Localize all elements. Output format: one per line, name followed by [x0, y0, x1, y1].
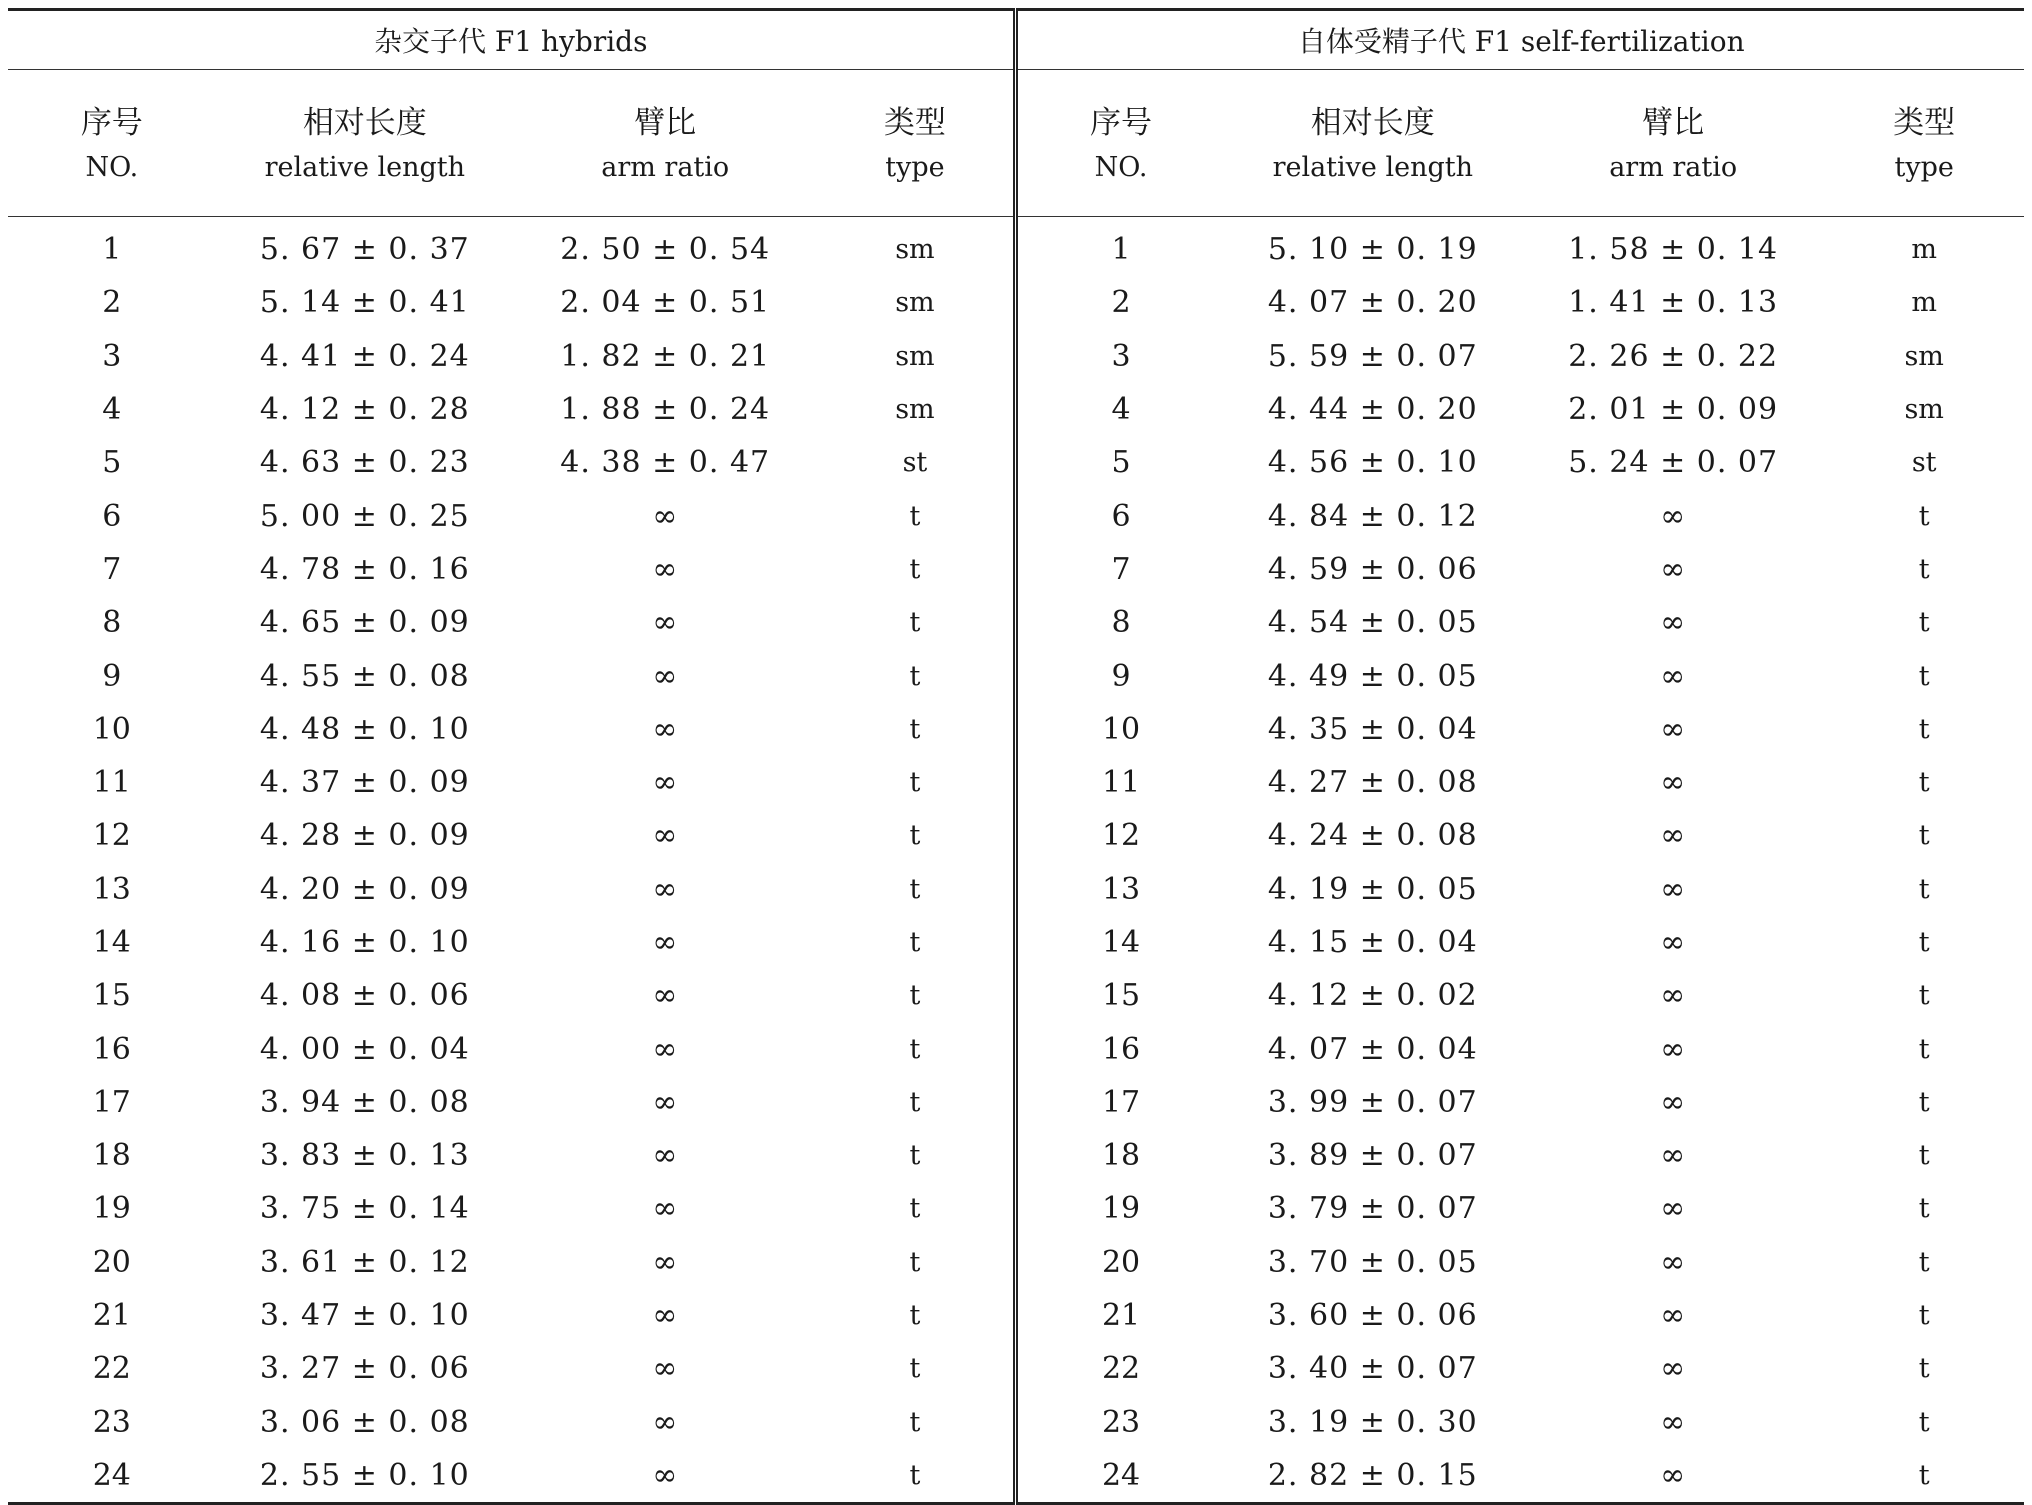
self-arm-ratio-cell: ∞	[1660, 1084, 1687, 1120]
self-chromosome-type-cell: t	[1918, 660, 1930, 692]
hybrid-arm-ratio-cell: 1. 82 ± 0. 21	[560, 338, 771, 374]
self-chromosome-number-cell: 10	[1101, 711, 1141, 747]
self-chromosome-number-cell: 9	[1111, 658, 1131, 694]
hybrid-chromosome-type-cell: sm	[816, 330, 1016, 383]
hybrid-arm-ratio-cell: ∞	[652, 1031, 679, 1067]
self-chromosome-number-cell: 7	[1111, 551, 1131, 587]
hybrids-group-header: 杂交子代 F1 hybrids	[8, 10, 1016, 70]
self-chromosome-number-cell: 20	[1101, 1244, 1141, 1280]
hybrid-chromosome-type-cell: t	[816, 1342, 1016, 1395]
self-arm-ratio-cell: ∞	[1660, 658, 1687, 694]
self-relative-length-cell: 3. 19 ± 0. 30	[1267, 1404, 1478, 1440]
header-type-en: type	[816, 146, 1016, 217]
hybrid-arm-ratio-cell: ∞	[652, 1084, 679, 1120]
header-row-english	[8, 146, 2024, 217]
table-row	[8, 809, 2024, 862]
self-chromosome-number-cell: 24	[1016, 1449, 1224, 1504]
hybrid-arm-ratio-cell: ∞	[652, 658, 679, 694]
hybrid-chromosome-number-cell: 21	[92, 1298, 131, 1334]
table-row	[8, 543, 2024, 596]
self-relative-length-cell: 4. 54 ± 0. 05	[1267, 605, 1478, 641]
self-arm-ratio-cell: ∞	[1660, 1191, 1687, 1227]
self-chromosome-number-cell: 8	[1111, 605, 1131, 641]
self-chromosome-type-cell: t	[1918, 873, 1930, 905]
hybrid-arm-ratio-cell: ∞	[652, 978, 679, 1014]
self-arm-ratio-cell: 2. 26 ± 0. 22	[1568, 338, 1779, 374]
self-arm-ratio-cell: ∞	[1522, 1449, 1824, 1504]
hybrid-chromosome-type-cell: t	[816, 756, 1016, 809]
hybrid-chromosome-type-cell: t	[816, 1289, 1016, 1342]
self-chromosome-type-cell: sm	[1904, 394, 1944, 426]
hybrid-chromosome-number-cell: 8	[102, 605, 122, 641]
table-row	[8, 489, 2024, 542]
header-ratio-en: arm ratio	[514, 146, 816, 217]
self-chromosome-type-cell: t	[1918, 553, 1930, 585]
self-arm-ratio-cell: ∞	[1660, 498, 1687, 534]
self-relative-length-cell: 3. 99 ± 0. 07	[1267, 1084, 1478, 1120]
hybrid-relative-length-cell: 4. 41 ± 0. 24	[259, 338, 470, 374]
hybrid-chromosome-type-cell: sm	[816, 217, 1016, 277]
hybrid-chromosome-number-cell: 22	[92, 1351, 131, 1387]
hybrid-chromosome-type-cell: t	[816, 969, 1016, 1022]
hybrid-arm-ratio-cell: 1. 88 ± 0. 24	[560, 392, 771, 428]
hybrid-chromosome-number-cell: 23	[92, 1404, 131, 1440]
hybrid-chromosome-number-cell: 9	[102, 658, 122, 694]
hybrid-relative-length-cell: 4. 55 ± 0. 08	[259, 658, 470, 694]
self-relative-length-cell: 4. 07 ± 0. 20	[1267, 285, 1478, 321]
self-relative-length-cell: 4. 12 ± 0. 02	[1267, 978, 1478, 1014]
self-arm-ratio-cell: ∞	[1660, 1298, 1687, 1334]
hybrid-relative-length-cell: 4. 78 ± 0. 16	[259, 551, 470, 587]
self-chromosome-type-cell: t	[1918, 500, 1930, 532]
self-relative-length-cell: 4. 15 ± 0. 04	[1267, 925, 1478, 960]
hybrid-relative-length-cell: 4. 48 ± 0. 10	[259, 711, 470, 747]
table-row	[8, 276, 2024, 329]
hybrid-chromosome-type-cell: t	[816, 1449, 1016, 1504]
self-relative-length-cell: 5. 59 ± 0. 07	[1267, 338, 1478, 374]
self-chromosome-number-cell: 6	[1111, 498, 1131, 534]
table-row	[8, 969, 2024, 1022]
self-arm-ratio-cell: ∞	[1660, 1138, 1687, 1174]
hybrid-chromosome-number-cell: 10	[92, 711, 131, 747]
self-chromosome-type-cell: t	[1918, 767, 1930, 799]
hybrid-chromosome-type-cell: t	[816, 1396, 1016, 1449]
hybrid-arm-ratio-cell: ∞	[652, 1298, 679, 1334]
self-arm-ratio-cell: ∞	[1660, 1031, 1687, 1067]
header-no-en: NO.	[1016, 146, 1224, 217]
hybrid-chromosome-type-cell: t	[816, 916, 1016, 969]
hybrid-chromosome-number-cell: 11	[92, 765, 131, 801]
self-chromosome-type-cell: t	[1918, 927, 1930, 958]
header-no-en: NO.	[8, 146, 216, 217]
hybrid-chromosome-number-cell: 6	[102, 498, 122, 534]
self-chromosome-number-cell: 19	[1101, 1191, 1141, 1227]
hybrid-relative-length-cell: 3. 75 ± 0. 14	[259, 1191, 470, 1227]
self-chromosome-type-cell: t	[1824, 1449, 2024, 1504]
hybrid-relative-length-cell: 3. 47 ± 0. 10	[259, 1298, 470, 1334]
self-chromosome-type-cell: m	[1911, 234, 1937, 266]
self-arm-ratio-cell: ∞	[1660, 551, 1687, 587]
self-relative-length-cell: 4. 35 ± 0. 04	[1267, 711, 1478, 747]
hybrid-chromosome-number-cell: 19	[92, 1191, 131, 1227]
hybrid-arm-ratio-cell: 4. 38 ± 0. 47	[560, 445, 771, 481]
self-chromosome-type-cell: t	[1918, 1140, 1930, 1172]
self-chromosome-number-cell: 12	[1101, 818, 1141, 854]
hybrid-relative-length-cell: 4. 12 ± 0. 28	[259, 392, 470, 428]
hybrid-chromosome-number-cell: 14	[92, 925, 131, 960]
table-row	[8, 703, 2024, 756]
header-type-cn: 类型	[816, 70, 1016, 147]
hybrid-chromosome-type-cell: t	[816, 1236, 1016, 1289]
table-row	[8, 596, 2024, 649]
table-row	[8, 916, 2024, 969]
self-chromosome-type-cell: m	[1911, 287, 1937, 319]
hybrid-chromosome-type-cell: t	[816, 596, 1016, 649]
header-ratio-en: arm ratio	[1522, 146, 1824, 217]
self-arm-ratio-cell: 2. 01 ± 0. 09	[1568, 392, 1779, 428]
header-length-en: relative length	[1224, 146, 1522, 217]
hybrid-relative-length-cell: 3. 94 ± 0. 08	[259, 1084, 470, 1120]
hybrid-relative-length-cell: 3. 83 ± 0. 13	[259, 1138, 470, 1174]
hybrid-chromosome-type-cell: sm	[816, 276, 1016, 329]
self-arm-ratio-cell: ∞	[1660, 605, 1687, 641]
self-relative-length-cell: 4. 24 ± 0. 08	[1267, 818, 1478, 854]
karyotype-table	[8, 8, 2024, 1505]
self-relative-length-cell: 2. 82 ± 0. 15	[1224, 1449, 1522, 1504]
self-chromosome-type-cell: t	[1918, 1300, 1930, 1332]
hybrid-relative-length-cell: 4. 00 ± 0. 04	[259, 1031, 470, 1067]
header-no-cn: 序号	[1090, 105, 1153, 141]
self-relative-length-cell: 3. 89 ± 0. 07	[1267, 1138, 1478, 1174]
self-chromosome-type-cell: t	[1918, 1086, 1930, 1118]
hybrid-arm-ratio-cell: ∞	[652, 498, 679, 534]
hybrid-chromosome-number-cell: 4	[102, 392, 122, 428]
self-chromosome-number-cell: 21	[1101, 1298, 1141, 1334]
self-chromosome-number-cell: 2	[1111, 285, 1131, 321]
self-chromosome-number-cell: 11	[1101, 765, 1141, 801]
hybrid-chromosome-type-cell: t	[816, 1182, 1016, 1235]
header-length-cn: 相对长度	[1310, 105, 1435, 141]
self-relative-length-cell: 4. 49 ± 0. 05	[1267, 658, 1478, 694]
table-row	[8, 1289, 2024, 1342]
hybrid-relative-length-cell: 4. 28 ± 0. 09	[259, 818, 470, 854]
self-chromosome-type-cell: t	[1918, 607, 1930, 639]
hybrid-relative-length-cell: 3. 06 ± 0. 08	[259, 1404, 470, 1440]
header-type-en: type	[1824, 146, 2024, 217]
hybrid-arm-ratio-cell: ∞	[652, 711, 679, 747]
self-chromosome-type-cell: st	[1911, 447, 1937, 479]
self-chromosome-number-cell: 17	[1101, 1084, 1141, 1120]
hybrid-chromosome-type-cell: st	[816, 436, 1016, 489]
header-no-cn: 序号	[80, 105, 143, 141]
hybrid-chromosome-number-cell: 5	[102, 445, 122, 481]
self-chromosome-type-cell: t	[1918, 980, 1930, 1012]
table-row	[8, 330, 2024, 383]
hybrid-arm-ratio-cell: ∞	[652, 605, 679, 641]
hybrid-chromosome-number-cell: 24	[8, 1449, 216, 1504]
self-chromosome-number-cell: 1	[1111, 232, 1131, 268]
self-arm-ratio-cell: ∞	[1660, 1351, 1687, 1387]
table-row	[8, 1396, 2024, 1449]
self-relative-length-cell: 4. 84 ± 0. 12	[1267, 498, 1478, 534]
self-arm-ratio-cell: ∞	[1660, 925, 1687, 960]
hybrid-chromosome-number-cell: 15	[92, 978, 131, 1014]
hybrid-arm-ratio-cell: ∞	[652, 1191, 679, 1227]
hybrid-chromosome-number-cell: 3	[102, 338, 122, 374]
self-arm-ratio-cell: ∞	[1660, 818, 1687, 854]
hybrid-chromosome-type-cell: t	[816, 863, 1016, 916]
header-ratio-cn: 臂比	[1642, 105, 1705, 141]
hybrid-arm-ratio-cell: 2. 04 ± 0. 51	[560, 285, 771, 321]
self-relative-length-cell: 3. 79 ± 0. 07	[1267, 1191, 1478, 1227]
self-arm-ratio-cell: 1. 58 ± 0. 14	[1568, 232, 1779, 268]
hybrid-chromosome-type-cell: t	[816, 809, 1016, 862]
self-chromosome-number-cell: 18	[1101, 1138, 1141, 1174]
table-row	[8, 863, 2024, 916]
self-chromosome-type-cell: t	[1918, 1033, 1930, 1065]
hybrid-relative-length-cell: 4. 08 ± 0. 06	[259, 978, 470, 1014]
hybrid-relative-length-cell: 3. 61 ± 0. 12	[259, 1244, 470, 1280]
hybrid-relative-length-cell: 5. 00 ± 0. 25	[259, 498, 470, 534]
self-fertilization-group-header: 自体受精子代 F1 self-fertilization	[1016, 10, 2024, 70]
table-row	[8, 1182, 2024, 1235]
hybrid-relative-length-cell: 4. 37 ± 0. 09	[259, 765, 470, 801]
self-relative-length-cell: 4. 44 ± 0. 20	[1267, 392, 1478, 428]
hybrid-chromosome-type-cell: t	[816, 489, 1016, 542]
hybrid-chromosome-number-cell: 17	[92, 1084, 131, 1120]
self-relative-length-cell: 3. 70 ± 0. 05	[1267, 1244, 1478, 1280]
hybrid-chromosome-type-cell: t	[816, 1076, 1016, 1129]
header-type-cn: 类型	[1893, 105, 1956, 141]
self-arm-ratio-cell: ∞	[1660, 871, 1687, 907]
hybrid-chromosome-number-cell: 7	[102, 551, 122, 587]
self-chromosome-type-cell: t	[1918, 1193, 1930, 1225]
self-chromosome-number-cell: 3	[1111, 338, 1131, 374]
hybrid-chromosome-type-cell: sm	[816, 383, 1016, 436]
self-arm-ratio-cell: 1. 41 ± 0. 13	[1568, 285, 1779, 321]
self-chromosome-type-cell: sm	[1904, 340, 1944, 372]
table-row	[8, 217, 2024, 277]
hybrid-arm-ratio-cell: 2. 50 ± 0. 54	[560, 232, 771, 268]
table-row	[8, 1449, 2024, 1504]
hybrid-relative-length-cell: 5. 67 ± 0. 37	[259, 232, 470, 268]
hybrid-relative-length-cell: 3. 27 ± 0. 06	[259, 1351, 470, 1387]
hybrid-arm-ratio-cell: ∞	[652, 551, 679, 587]
hybrid-arm-ratio-cell: ∞	[652, 1138, 679, 1174]
self-chromosome-number-cell: 5	[1111, 445, 1131, 481]
hybrid-arm-ratio-cell: ∞	[652, 818, 679, 854]
header-row-chinese	[8, 70, 2024, 147]
self-relative-length-cell: 4. 19 ± 0. 05	[1267, 871, 1478, 907]
header-length-en: relative length	[216, 146, 514, 217]
header-length-cn: 相对长度	[302, 105, 427, 141]
hybrid-arm-ratio-cell: ∞	[652, 765, 679, 801]
hybrid-arm-ratio-cell: ∞	[652, 925, 679, 960]
self-chromosome-number-cell: 14	[1101, 925, 1141, 960]
self-chromosome-number-cell: 16	[1101, 1031, 1141, 1067]
self-arm-ratio-cell: ∞	[1660, 711, 1687, 747]
hybrid-relative-length-cell: 2. 55 ± 0. 10	[216, 1449, 514, 1504]
self-chromosome-number-cell: 15	[1101, 978, 1141, 1014]
hybrid-chromosome-number-cell: 2	[102, 285, 122, 321]
self-relative-length-cell: 3. 40 ± 0. 07	[1267, 1351, 1478, 1387]
self-chromosome-type-cell: t	[1918, 1406, 1930, 1438]
hybrid-chromosome-type-cell: t	[816, 543, 1016, 596]
hybrid-chromosome-type-cell: t	[816, 649, 1016, 702]
self-chromosome-number-cell: 23	[1101, 1404, 1141, 1440]
self-relative-length-cell: 3. 60 ± 0. 06	[1267, 1298, 1478, 1334]
table-row	[8, 649, 2024, 702]
hybrid-relative-length-cell: 4. 65 ± 0. 09	[259, 605, 470, 641]
self-chromosome-type-cell: t	[1918, 820, 1930, 852]
table-row	[8, 756, 2024, 809]
table-row	[8, 1342, 2024, 1395]
self-arm-ratio-cell: ∞	[1660, 1404, 1687, 1440]
table-row	[8, 1129, 2024, 1182]
hybrid-arm-ratio-cell: ∞	[514, 1449, 816, 1504]
hybrid-chromosome-number-cell: 16	[92, 1031, 131, 1067]
self-relative-length-cell: 4. 56 ± 0. 10	[1267, 445, 1478, 481]
hybrid-relative-length-cell: 4. 63 ± 0. 23	[259, 445, 470, 481]
group-header-row	[8, 10, 2024, 70]
table-row	[8, 383, 2024, 436]
self-chromosome-type-cell: t	[1918, 1246, 1930, 1278]
hybrid-chromosome-number-cell: 12	[92, 818, 131, 854]
hybrid-relative-length-cell: 4. 20 ± 0. 09	[259, 871, 470, 907]
self-chromosome-number-cell: 22	[1101, 1351, 1141, 1387]
self-arm-ratio-cell: ∞	[1660, 978, 1687, 1014]
table-row	[8, 1022, 2024, 1075]
hybrid-relative-length-cell: 5. 14 ± 0. 41	[259, 285, 470, 321]
hybrid-arm-ratio-cell: ∞	[652, 1244, 679, 1280]
hybrid-chromosome-type-cell: t	[816, 703, 1016, 756]
self-relative-length-cell: 5. 10 ± 0. 19	[1267, 232, 1478, 268]
karyotype-table-container	[8, 8, 2024, 1493]
hybrid-arm-ratio-cell: ∞	[652, 871, 679, 907]
hybrid-chromosome-number-cell: 18	[92, 1138, 131, 1174]
self-chromosome-number-cell: 4	[1111, 392, 1131, 428]
self-arm-ratio-cell: ∞	[1660, 1244, 1687, 1280]
self-arm-ratio-cell: ∞	[1660, 765, 1687, 801]
self-chromosome-type-cell: t	[1918, 713, 1930, 745]
self-chromosome-type-cell: t	[1918, 1353, 1930, 1385]
table-body	[8, 217, 2024, 1504]
self-relative-length-cell: 4. 27 ± 0. 08	[1267, 765, 1478, 801]
self-relative-length-cell: 4. 59 ± 0. 06	[1267, 551, 1478, 587]
hybrid-arm-ratio-cell: ∞	[652, 1351, 679, 1387]
hybrid-chromosome-number-cell: 20	[92, 1244, 131, 1280]
self-arm-ratio-cell: 5. 24 ± 0. 07	[1568, 445, 1779, 481]
header-ratio-cn: 臂比	[634, 105, 697, 141]
hybrid-chromosome-number-cell: 1	[102, 232, 122, 268]
hybrid-arm-ratio-cell: ∞	[652, 1404, 679, 1440]
hybrid-chromosome-number-cell: 13	[92, 871, 131, 907]
hybrid-chromosome-type-cell: t	[816, 1129, 1016, 1182]
table-row	[8, 1076, 2024, 1129]
self-chromosome-number-cell: 13	[1101, 871, 1141, 907]
hybrid-chromosome-type-cell: t	[816, 1022, 1016, 1075]
table-row	[8, 436, 2024, 489]
self-relative-length-cell: 4. 07 ± 0. 04	[1267, 1031, 1478, 1067]
hybrid-relative-length-cell: 4. 16 ± 0. 10	[259, 925, 470, 960]
table-row	[8, 1236, 2024, 1289]
